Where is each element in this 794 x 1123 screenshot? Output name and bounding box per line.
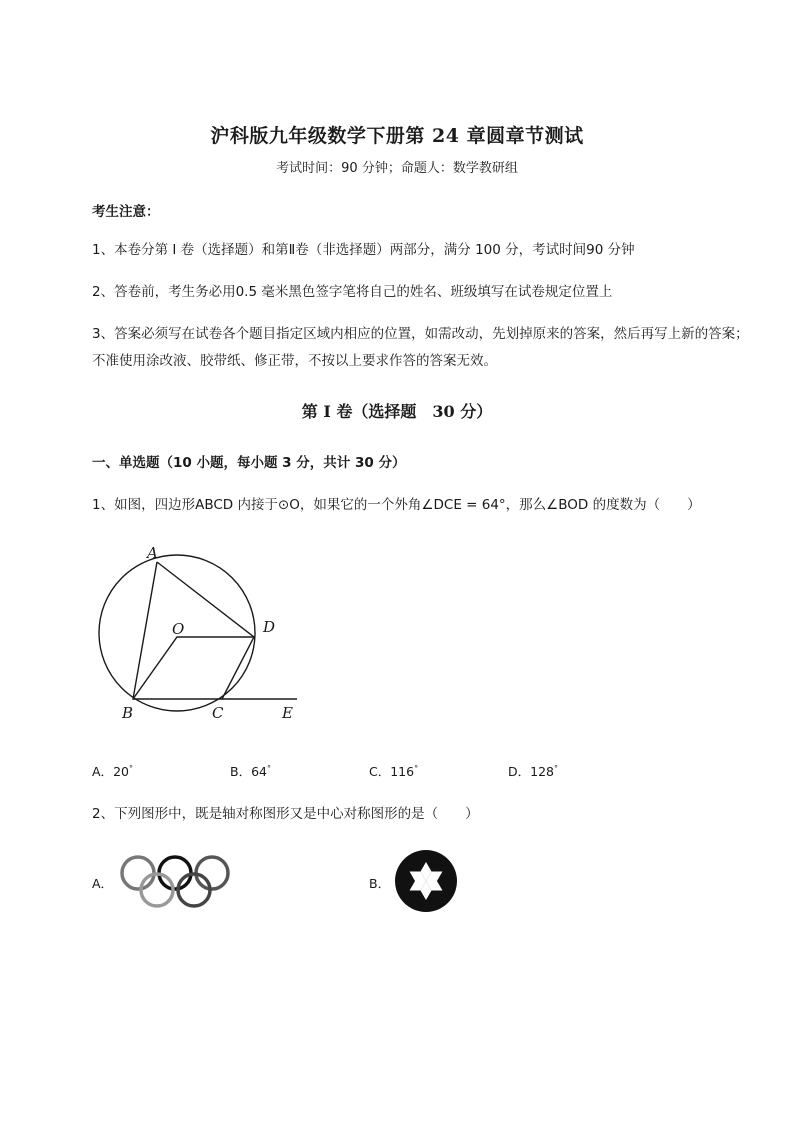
label-c: C	[212, 704, 224, 722]
part-title: 一、单选题（10 小题，每小题 3 分，共计 30 分）	[92, 455, 406, 471]
degree-mark: °	[414, 763, 419, 773]
hexagram-star-icon[interactable]	[394, 849, 458, 913]
label-b: B	[122, 704, 134, 722]
option-letter: B．	[230, 764, 252, 779]
notice-heading: 考生注意：	[92, 204, 160, 220]
q2-option-a-letter[interactable]: A．	[92, 876, 114, 891]
notice-item-2: 2、答卷前，考生务必用0.5 毫米黑色签字笔将自己的姓名、班级填写在试卷规定位置上	[92, 284, 613, 300]
question-1-text: 1、如图，四边形ABCD 内接于⊙O，如果它的一个外角∠DCE = 64°，那么∠BOD 的度数为（ ）	[92, 497, 701, 513]
circle-quadrilateral-figure	[90, 540, 305, 725]
q1-option-c[interactable]	[369, 762, 418, 780]
label-a: A	[147, 544, 158, 562]
exam-info: 考试时间：90 分钟；命题人：数学教研组	[276, 161, 518, 176]
notice-item-1: 1、本卷分第 I 卷（选择题）和第Ⅱ卷（非选择题）两部分，满分 100 分，考试时间90 分钟	[92, 242, 635, 258]
q2-option-b-letter[interactable]: B．	[369, 876, 391, 891]
label-e: E	[282, 704, 293, 722]
option-letter: D．	[508, 764, 531, 779]
degree-mark: °	[128, 763, 133, 773]
question-2-text: 2、下列图形中，既是轴对称图形又是中心对称图形的是（ ）	[92, 806, 479, 822]
notice-item-3: 3、答案必须写在试卷各个题目指定区域内相应的位置，如需改动，先划掉原来的答案，然后再写上新的答案；不准使用涂改液、胶带纸、修正带，不按以上要求作答的答案无效。	[92, 326, 749, 369]
q1-option-a[interactable]	[92, 762, 133, 780]
q1-option-b[interactable]	[230, 762, 271, 780]
option-value: 64	[251, 764, 267, 779]
label-d: D	[263, 618, 276, 636]
page-title: 沪科版九年级数学下册第 24 章圆章节测试	[210, 125, 584, 147]
option-letter: A．	[92, 764, 114, 779]
option-value: 128	[530, 764, 554, 779]
label-o: O	[172, 620, 185, 638]
q1-option-d[interactable]	[508, 762, 558, 780]
option-value: 116	[390, 764, 415, 779]
degree-mark: °	[266, 763, 271, 773]
olympic-rings-icon[interactable]	[118, 852, 236, 912]
degree-mark: °	[554, 763, 558, 773]
option-value: 20	[113, 764, 129, 779]
angle-bod	[133, 637, 254, 699]
section-title: 第 I 卷（选择题 30 分）	[301, 402, 493, 421]
option-letter: C．	[369, 764, 391, 779]
